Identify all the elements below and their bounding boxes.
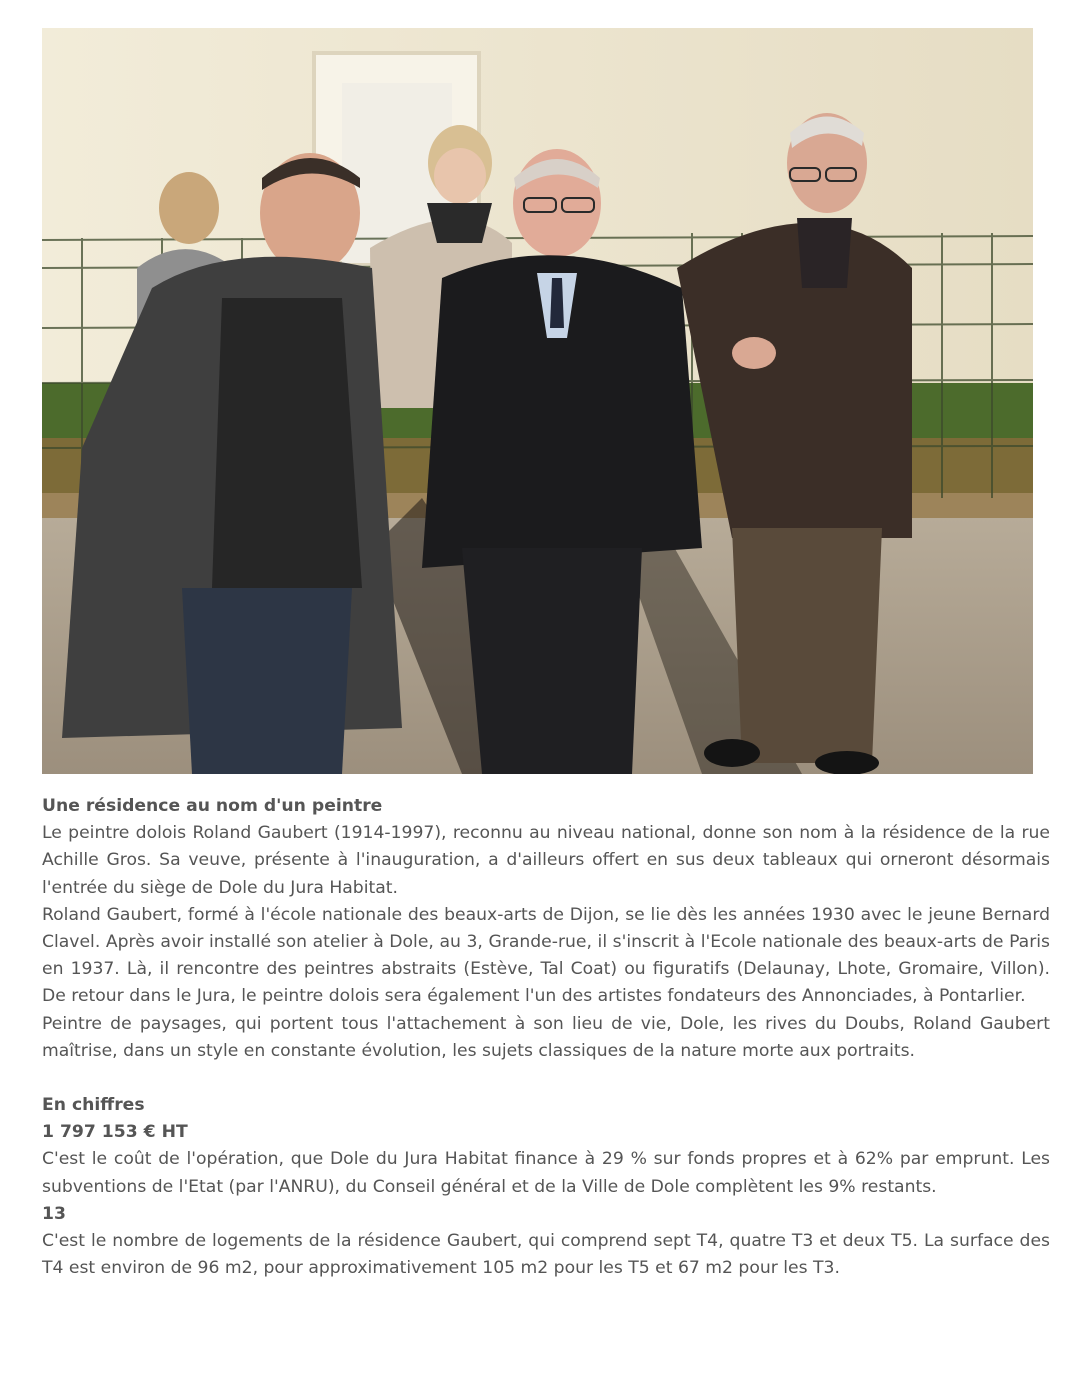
figure-cost-value: 1 797 153 € HT — [42, 1122, 188, 1143]
article-photo — [42, 28, 1033, 774]
section-heading-residence: Une résidence au nom d'un peintre — [42, 796, 383, 816]
figure-housing-value: 13 — [42, 1203, 66, 1224]
photo-illustration — [42, 28, 1033, 774]
figure-housing-text: C'est le nombre de logements de la résidence Gaubert, qui comprend sept T4, quatre T3 et deux T5. La surface des T4 est environ de 96 m2, pour approximativement 105 m2 pour les T5 et 67 m2 pour les T3. — [42, 1231, 1050, 1279]
paragraph-style: Peintre de paysages, qui portent tous l'attachement à son lieu de vie, Dole, les rives du Doubs, Roland Gaubert maîtrise, dans un style en constante évolution, les sujets classiques de la nature morte aux portraits. — [42, 1013, 1050, 1061]
section-spacer — [42, 1065, 1050, 1092]
section-heading-figures: En chiffres — [42, 1095, 145, 1116]
figure-cost-text: C'est le coût de l'opération, que Dole du Jura Habitat finance à 29 % sur fonds propres et à 62% par emprunt. Les subventions de l'Etat (par l'ANRU), du Conseil général et de la Ville de Dole complètent les 9% restants. — [42, 1149, 1050, 1197]
article-body — [42, 793, 1050, 1282]
paragraph-biography: Roland Gaubert, formé à l'école nationale des beaux-arts de Dijon, se lie dès les années 1930 avec le jeune Bernard Clavel. Après avoir installé son atelier à Dole, au 3, Grande-rue, il s'inscrit à l'Ecole nationale des beaux-arts de Paris en 1937. Là, il rencontre des peintres abstraits (Estève, Tal Coat) ou figuratifs (Delaunay, Lhote, Gromaire, Villon). De retour dans le Jura, le peintre dolois sera également l'un des artistes fondateurs des Annonciades, à Pontarlier. — [42, 904, 1050, 1007]
paragraph-intro: Le peintre dolois Roland Gaubert (1914-1997), reconnu au niveau national, donne son nom à la résidence de la rue Achille Gros. Sa veuve, présente à l'inauguration, a d'ailleurs offert en sus deux tableaux qui orneront désormais l'entrée du siège de Dole du Jura Habitat. — [42, 823, 1050, 898]
